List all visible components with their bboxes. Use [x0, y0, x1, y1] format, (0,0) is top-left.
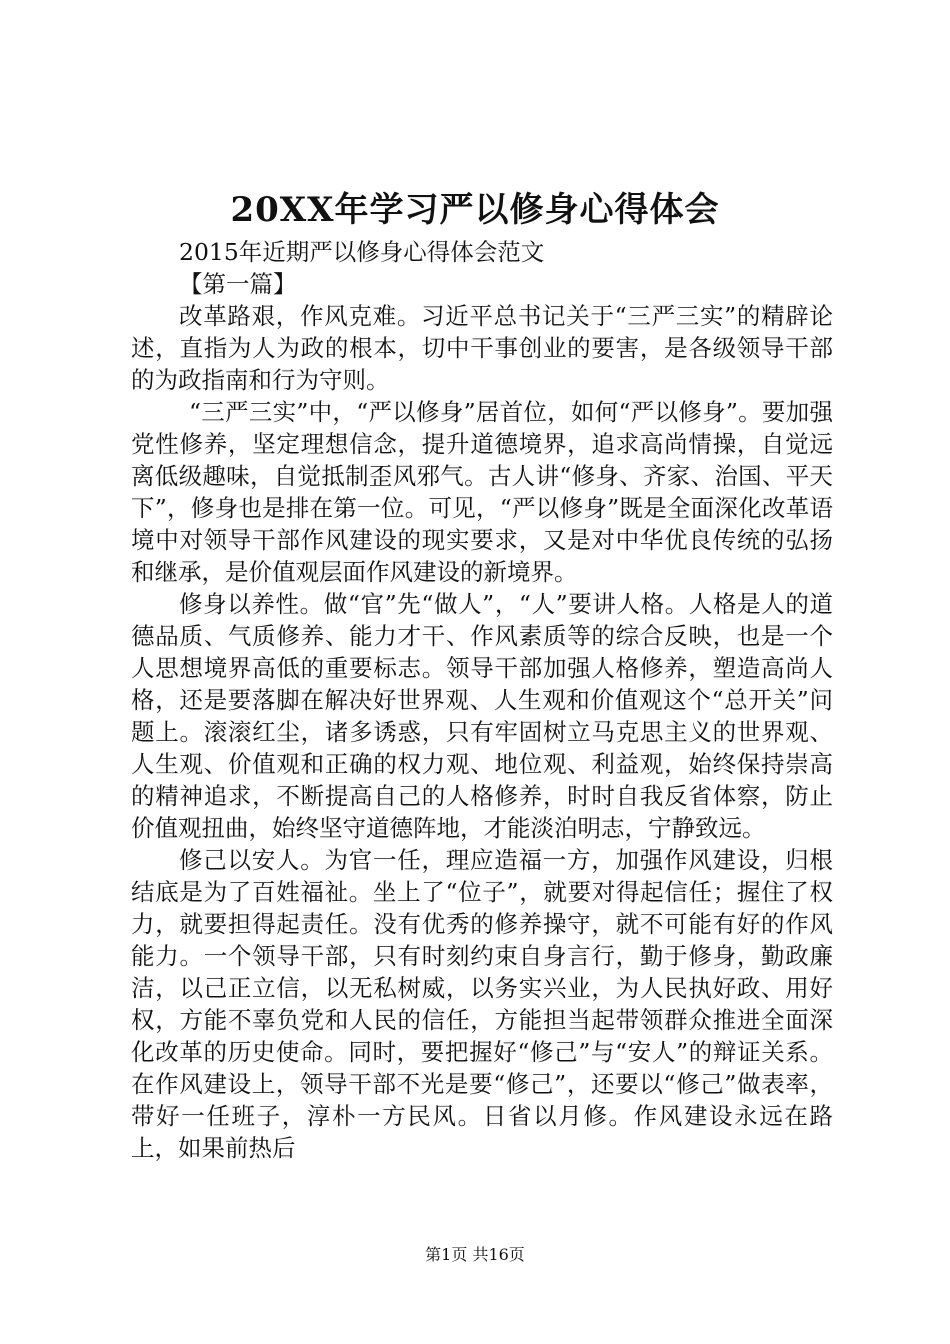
document-body: [131, 236, 833, 1164]
document-title: 20XX年学习严以修身心得体会: [230, 190, 720, 230]
paragraph-3: 修身以养性。做“官”先“做人”，“人”要讲人格。人格是人的道德品质、气质修养、能力才干、作风素质等的综合反映，也是一个人思想境界高低的重要标志。领导干部加强人格修养，塑造高尚人格，还是要落脚在解决好世界观、人生观和价值观这个“总开关”问题上。滚滚红尘，诸多诱惑，只有牢固树立马克思主义的世界观、人生观、价值观和正确的权力观、地位观、利益观，始终保持崇高的精神追求，不断提高自己的人格修养，时时自我反省体察，防止价值观扭曲，始终坚守道德阵地，才能淡泊明志，宁静致远。: [131, 590, 833, 842]
paragraph-4: 修己以安人。为官一任，理应造福一方，加强作风建设，归根结底是为了百姓福祉。坐上了“位子”，就要对得起信任；握住了权力，就要担得起责任。没有优秀的修养操守，就不可能有好的作风能力。一个领导干部，只有时刻约束自身言行，勤于修身，勤政廉洁，以己正立信，以无私树威，以务实兴业，为人民执好政、用好权，方能不辜负党和人民的信任，方能担当起带领群众推进全面深化改革的历史使命。同时，要把握好“修己”与“安人”的辩证关系。在作风建设上，领导干部不光是要“修己”，还要以“修己”做表率，带好一任班子，淳朴一方民风。日省以月修。作风建设永远在路上，如果前热后: [131, 846, 833, 1162]
section-label: 【第一篇】: [179, 270, 297, 298]
paragraph-1: 改革路艰，作风克难。习近平总书记关于“三严三实”的精辟论述，直指为人为政的根本，切中干事创业的要害，是各级领导干部的为政指南和行为守则。: [131, 302, 833, 394]
page-footer: 第1页 共16页: [425, 1245, 525, 1264]
document-subtitle: 2015年近期严以修身心得体会范文: [179, 238, 545, 266]
paragraph-2: “三严三实”中，“严以修身”居首位，如何“严以修身”。要加强党性修养，坚定理想信念，提升道德境界，追求高尚情操，自觉远离低级趣味，自觉抵制歪风邪气。古人讲“修身、齐家、治国、平天下”，修身也是排在第一位。可见，“严以修身”既是全面深化改革语境中对领导干部作风建设的现实要求，又是对中华优良传统的弘扬和继承，是价值观层面作风建设的新境界。: [131, 398, 833, 586]
